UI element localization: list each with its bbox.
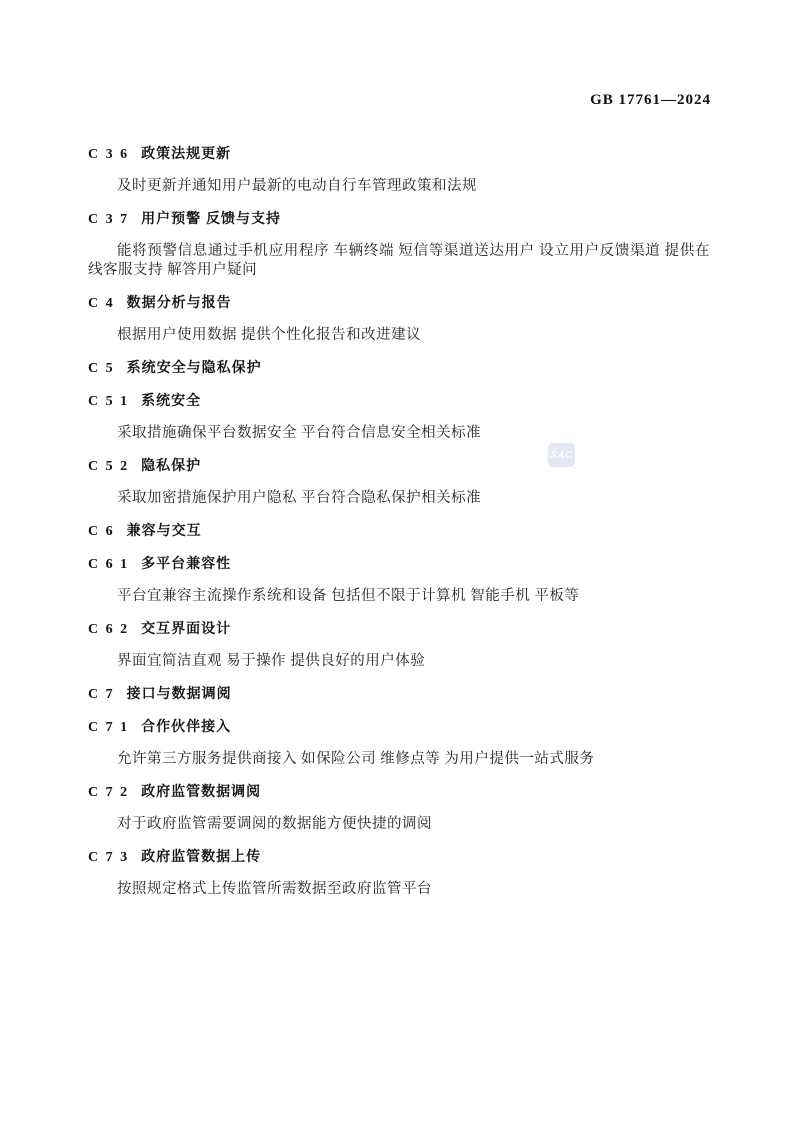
section-paragraph: 根据用户使用数据 提供个性化报告和改进建议 (117, 327, 422, 343)
section-paragraph: 按照规定格式上传监管所需数据至政府监管平台 (117, 881, 432, 897)
section-number: C 5 1 (88, 394, 130, 409)
section-title: 政府监管数据调阅 (141, 783, 262, 799)
section-number: C 3 7 (88, 212, 130, 227)
section-heading (88, 209, 710, 229)
section-heading (88, 521, 710, 541)
section-number: C 6 (88, 524, 115, 539)
section-title: 政府监管数据上传 (141, 848, 262, 864)
section-title: 接口与数据调阅 (126, 685, 232, 701)
section-heading (88, 293, 710, 313)
section-heading (88, 554, 710, 574)
section-paragraph: 及时更新并通知用户最新的电动自行车管理政策和法规 (117, 178, 477, 194)
section-number: C 6 1 (88, 557, 130, 572)
section-number: C 7 2 (88, 785, 130, 800)
section-heading (88, 456, 710, 476)
section-title: 隐私保护 (141, 457, 202, 473)
section-title: 政策法规更新 (141, 145, 232, 161)
section-paragraph: 采取措施确保平台数据安全 平台符合信息安全相关标准 (117, 425, 482, 441)
section-title: 交互界面设计 (141, 620, 232, 636)
section-title: 用户预警 反馈与支持 (141, 210, 282, 226)
section-heading (88, 684, 710, 704)
section-title: 兼容与交互 (126, 522, 202, 538)
section-paragraph: 允许第三方服务提供商接入 如保险公司 维修点等 为用户提供一站式服务 (117, 751, 595, 767)
section-heading (88, 358, 710, 378)
section-paragraph: 平台宜兼容主流操作系统和设备 包括但不限于计算机 智能手机 平板等 (117, 588, 580, 604)
section-paragraph: 能将预警信息通过手机应用程序 车辆终端 短信等渠道送达用户 设立用户反馈渠道 提供在线客服支持 解答用户疑问 (88, 243, 710, 278)
section-title: 系统安全与隐私保护 (126, 359, 262, 375)
section-number: C 7 1 (88, 720, 130, 735)
section-title: 系统安全 (141, 392, 202, 408)
section-paragraph: 对于政府监管需要调阅的数据能方便快捷的调阅 (117, 816, 432, 832)
section-title: 数据分析与报告 (126, 294, 232, 310)
section-heading (88, 717, 710, 737)
section-number: C 5 2 (88, 459, 130, 474)
sac-watermark-text: SAC (549, 449, 574, 461)
section-title: 合作伙伴接入 (141, 718, 232, 734)
section-heading (88, 619, 710, 639)
section-paragraph: 界面宜简洁直观 易于操作 提供良好的用户体验 (117, 653, 426, 669)
section-heading (88, 391, 710, 411)
section-number: C 7 (88, 687, 115, 702)
section-number: C 7 3 (88, 850, 130, 865)
section-number: C 3 6 (88, 147, 130, 162)
section-heading (88, 144, 710, 164)
section-paragraph: 采取加密措施保护用户隐私 平台符合隐私保护相关标准 (117, 490, 482, 506)
standard-number-header: GB 17761—2024 (590, 92, 711, 108)
section-number: C 4 (88, 296, 115, 311)
section-number: C 5 (88, 361, 115, 376)
section-title: 多平台兼容性 (141, 555, 232, 571)
section-heading (88, 782, 710, 802)
document-body (88, 144, 710, 912)
section-number: C 6 2 (88, 622, 130, 637)
section-heading (88, 847, 710, 867)
